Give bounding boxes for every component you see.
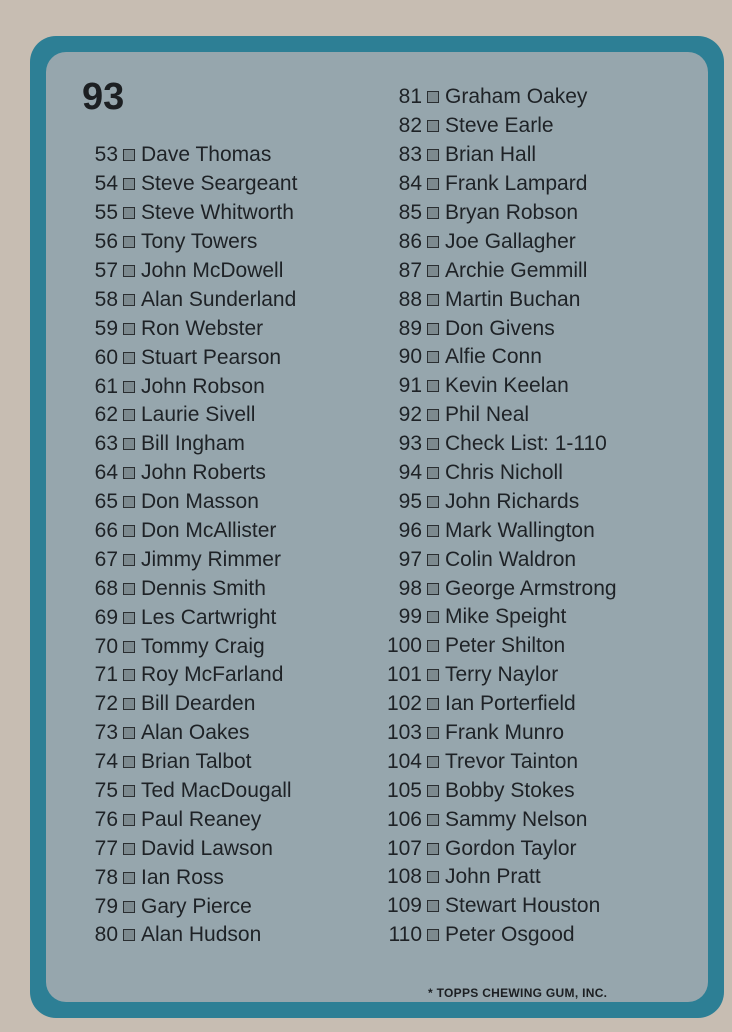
card-number-label: 67 [94,547,118,571]
checkbox-icon[interactable] [427,496,439,508]
checklist-row [376,430,617,459]
player-name: Martin Buchan [445,287,581,311]
checklist-row [376,459,617,488]
checklist-row [376,199,617,228]
player-name: Roy McFarland [141,663,284,687]
checklist-row [84,777,297,806]
card-number-label: 54 [94,172,118,196]
checklist-row [376,719,617,748]
card-number-label: 61 [94,374,118,398]
player-name: Ian Ross [141,865,224,889]
card-number-label: 84 [398,172,422,196]
player-name: Bill Dearden [141,692,256,716]
checklist-row [84,748,297,777]
card-number-label: 70 [94,634,118,658]
checklist-row [376,516,617,545]
player-name: George Armstrong [445,576,617,600]
checkbox-icon[interactable] [427,871,439,883]
checkbox-icon[interactable] [427,727,439,739]
card-number-label: 110 [388,923,422,947]
card-number-label: 85 [398,201,422,224]
checkbox-icon[interactable] [427,698,439,710]
player-name: Brian Talbot [141,750,252,774]
checklist-row [376,661,617,690]
card-number-label: 108 [386,865,422,889]
checkbox-icon[interactable] [427,669,439,681]
player-name: Chris Nicholl [445,461,563,485]
checkbox-icon[interactable] [427,265,439,277]
checkbox-icon[interactable] [427,900,439,912]
checklist-row [376,747,617,776]
checkbox-icon[interactable] [123,698,135,710]
card-number-label: 57 [94,259,118,282]
card-number-label: 77 [94,836,118,860]
player-name: Colin Waldron [445,547,577,571]
checkbox-icon[interactable] [123,207,135,219]
card-number-label: 59 [94,316,118,340]
checklist-row [376,892,617,921]
player-name: Brian Hall [445,143,537,167]
player-name: Steve Earle [445,114,554,138]
checkbox-icon[interactable] [427,351,439,363]
checklist-row [84,574,297,603]
checkbox-icon[interactable] [427,814,439,826]
checkbox-icon[interactable] [427,323,439,335]
checklist-row [84,459,297,488]
player-name: Ted MacDougall [141,779,292,803]
card-number-label: 64 [94,461,118,485]
checkbox-icon[interactable] [427,640,439,652]
player-name: Check List: 1-110 [445,432,607,456]
player-name: Tony Towers [141,230,258,254]
checklist-row [84,430,297,459]
player-name: Bill Ingham [141,432,245,456]
checkbox-icon[interactable] [123,843,135,855]
player-name: Stuart Pearson [141,345,282,369]
card-number-label: 106 [386,807,422,831]
card-number-label: 98 [398,576,422,600]
card-number-label: 90 [398,345,422,369]
card-number-label: 107 [386,836,422,860]
card-number-label: 78 [94,865,118,889]
checkbox-icon[interactable] [123,872,135,884]
card-number-label: 80 [94,923,118,947]
checkbox-icon[interactable] [427,207,439,219]
checklist-right-column [376,83,617,950]
player-name: Don Masson [141,490,259,514]
player-name: John Robson [141,374,265,398]
checkbox-icon[interactable] [123,178,135,190]
checklist-row [84,834,297,863]
card-number-label: 92 [398,403,422,427]
card-number-label: 82 [398,114,422,138]
checkbox-icon[interactable] [427,120,439,132]
checkbox-icon[interactable] [427,294,439,306]
checkbox-icon[interactable] [123,901,135,913]
checklist-row [376,921,617,950]
checkbox-icon[interactable] [123,236,135,248]
checklist-row [84,228,297,257]
checkbox-icon[interactable] [427,756,439,768]
checklist-row [84,632,297,661]
card-number-label: 94 [398,461,422,485]
card-number-label: 53 [94,143,118,167]
copyright-footer: * TOPPS CHEWING GUM, INC. [428,986,608,1000]
checkbox-icon[interactable] [123,496,135,508]
checkbox-icon[interactable] [427,409,439,421]
card-number-label: 56 [94,230,118,254]
checklist-row [376,690,617,719]
checklist-row [84,719,297,748]
player-name: Peter Osgood [445,923,575,947]
card-number-label: 76 [94,807,118,831]
card-number-label: 88 [398,287,422,311]
checklist-row [376,314,617,343]
player-name: Don McAllister [141,519,277,543]
checklist-row [84,314,297,343]
checkbox-icon[interactable] [427,236,439,248]
checklist-row [84,603,297,632]
player-name: Mark Wallington [445,518,595,542]
card-number-label: 65 [94,490,118,514]
card-number-label: 93 [398,432,422,456]
checkbox-icon[interactable] [427,149,439,161]
checkbox-icon[interactable] [123,756,135,768]
player-name: Dennis Smith [141,576,266,600]
card-number-label: 101 [386,663,422,687]
player-name: Alan Oakes [141,721,250,745]
checklist-row [84,690,297,719]
card-number-label: 96 [398,518,422,542]
card-number-label: 63 [94,432,118,456]
checklist-row [376,372,617,401]
player-name: Terry Naylor [445,663,559,687]
card-number-label: 86 [398,229,422,253]
checkbox-icon[interactable] [123,149,135,161]
player-name: John McDowell [141,259,284,282]
card-number-label: 68 [94,576,118,600]
checklist-row [84,141,297,170]
card-number-label: 105 [386,778,422,802]
checklist-row [84,343,297,372]
checkbox-icon[interactable] [123,323,135,335]
player-name: Paul Reaney [141,807,262,831]
checklist-row [84,285,297,314]
checklist-row [84,863,297,892]
checklist-row [376,256,617,285]
checkbox-icon[interactable] [427,843,439,855]
player-name: Jimmy Rimmer [141,547,281,571]
checkbox-icon[interactable] [427,438,439,450]
player-name: Joe Gallagher [445,229,576,253]
checkbox-icon[interactable] [123,785,135,797]
checklist-row [376,343,617,372]
checklist-row [376,227,617,256]
player-name: Phil Neal [445,403,530,427]
checkbox-icon[interactable] [427,525,439,537]
card-number-label: 89 [398,316,422,340]
player-name: Peter Shilton [445,634,566,658]
player-name: Tommy Craig [141,634,265,658]
card-number-label: 60 [94,345,118,369]
card-number-label: 83 [398,143,422,167]
card-number-label: 100 [386,634,422,658]
card-number-label: 74 [94,750,118,774]
player-name: Frank Lampard [445,172,588,196]
checklist-row [376,603,617,632]
checkbox-icon[interactable] [427,178,439,190]
player-name: Frank Munro [445,721,565,745]
checklist-row [84,372,297,401]
card-number-label: 66 [94,519,118,543]
checklist-row [376,545,617,574]
checklist-row [376,776,617,805]
player-name: Ian Porterfield [445,692,576,716]
checkbox-icon[interactable] [427,785,439,797]
checklist-row [376,141,617,170]
checklist-row [84,661,297,690]
player-name: Sammy Nelson [445,807,588,831]
checklist-row [84,805,297,834]
player-name: John Roberts [141,461,266,485]
card-number-label: 73 [94,721,118,745]
checkbox-icon[interactable] [123,929,135,941]
player-name: Kevin Keelan [445,374,569,398]
card-number-label: 58 [94,287,118,311]
card-number-label: 71 [94,663,118,687]
card-number-label: 104 [386,749,422,773]
card-number-label: 99 [398,605,422,629]
player-name: John Pratt [445,865,541,889]
checklist-row [84,921,297,950]
checklist-row [84,545,297,574]
checkbox-icon[interactable] [123,641,135,653]
player-name: Alan Hudson [141,923,262,947]
player-name: John Richards [445,489,580,513]
checkbox-icon[interactable] [123,381,135,393]
player-name: Bobby Stokes [445,778,575,802]
card-number-label: 62 [94,403,118,427]
checkbox-icon[interactable] [123,669,135,681]
checklist-row [84,170,297,199]
checklist-row [376,863,617,892]
checkbox-icon[interactable] [123,265,135,277]
player-name: Graham Oakey [445,85,588,109]
checklist-row [376,401,617,430]
player-name: Stewart Houston [445,894,601,918]
player-name: Mike Speight [445,605,567,629]
checklist-row [376,574,617,603]
card-number-label: 97 [398,547,422,571]
player-name: Gary Pierce [141,894,252,918]
checklist-row [376,83,617,112]
checkbox-icon[interactable] [427,929,439,941]
checklist-row [84,401,297,430]
player-name: Alan Sunderland [141,287,297,311]
player-name: David Lawson [141,836,273,860]
player-name: Steve Whitworth [141,201,294,225]
checkbox-icon[interactable] [123,438,135,450]
card-number-label: 69 [94,605,118,629]
checkbox-icon[interactable] [427,611,439,623]
checklist-row [376,285,617,314]
card-number: 93 [82,76,125,118]
card-number-label: 55 [94,201,118,225]
checklist-row [376,487,617,516]
checkbox-icon[interactable] [427,380,439,392]
player-name: Dave Thomas [141,143,272,167]
card-number-label: 102 [386,692,422,716]
player-name: Archie Gemmill [445,258,588,282]
card-number-label: 87 [398,258,422,282]
checkbox-icon[interactable] [123,467,135,479]
player-name: Laurie Sivell [141,403,256,427]
checklist-row [84,257,297,286]
player-name: Ron Webster [141,316,264,340]
checkbox-icon[interactable] [123,583,135,595]
card-number-label: 95 [398,489,422,513]
checklist-left-column [84,141,297,950]
checkbox-icon[interactable] [427,583,439,595]
checklist-row [376,170,617,199]
card-number-label: 79 [94,894,118,918]
checklist-row [376,805,617,834]
checkbox-icon[interactable] [123,612,135,624]
checkbox-icon[interactable] [123,554,135,566]
checklist-row [376,632,617,661]
card-number-label: 75 [94,779,118,803]
checkbox-icon[interactable] [427,554,439,566]
checkbox-icon[interactable] [123,409,135,421]
checkbox-icon[interactable] [123,727,135,739]
card-number-label: 72 [94,692,118,716]
checkbox-icon[interactable] [427,91,439,103]
checklist-row [376,834,617,863]
checklist-row [84,892,297,921]
checklist-row [84,199,297,228]
checkbox-icon[interactable] [123,352,135,364]
card-number-label: 109 [386,894,422,918]
checklist-row [84,517,297,546]
player-name: Alfie Conn [445,345,542,369]
checkbox-icon[interactable] [123,294,135,306]
checkbox-icon[interactable] [427,467,439,479]
checkbox-icon[interactable] [123,525,135,537]
checkbox-icon[interactable] [123,814,135,826]
player-name: Bryan Robson [445,201,579,224]
player-name: Trevor Tainton [445,749,579,773]
card-number-label: 81 [398,85,422,109]
card-number-label: 91 [398,374,422,398]
player-name: Gordon Taylor [445,836,577,860]
player-name: Steve Seargeant [141,172,298,196]
player-name: Les Cartwright [141,605,277,629]
checklist-row [84,488,297,517]
card-number-label: 103 [386,721,422,745]
checklist-row [376,112,617,141]
player-name: Don Givens [445,316,555,340]
